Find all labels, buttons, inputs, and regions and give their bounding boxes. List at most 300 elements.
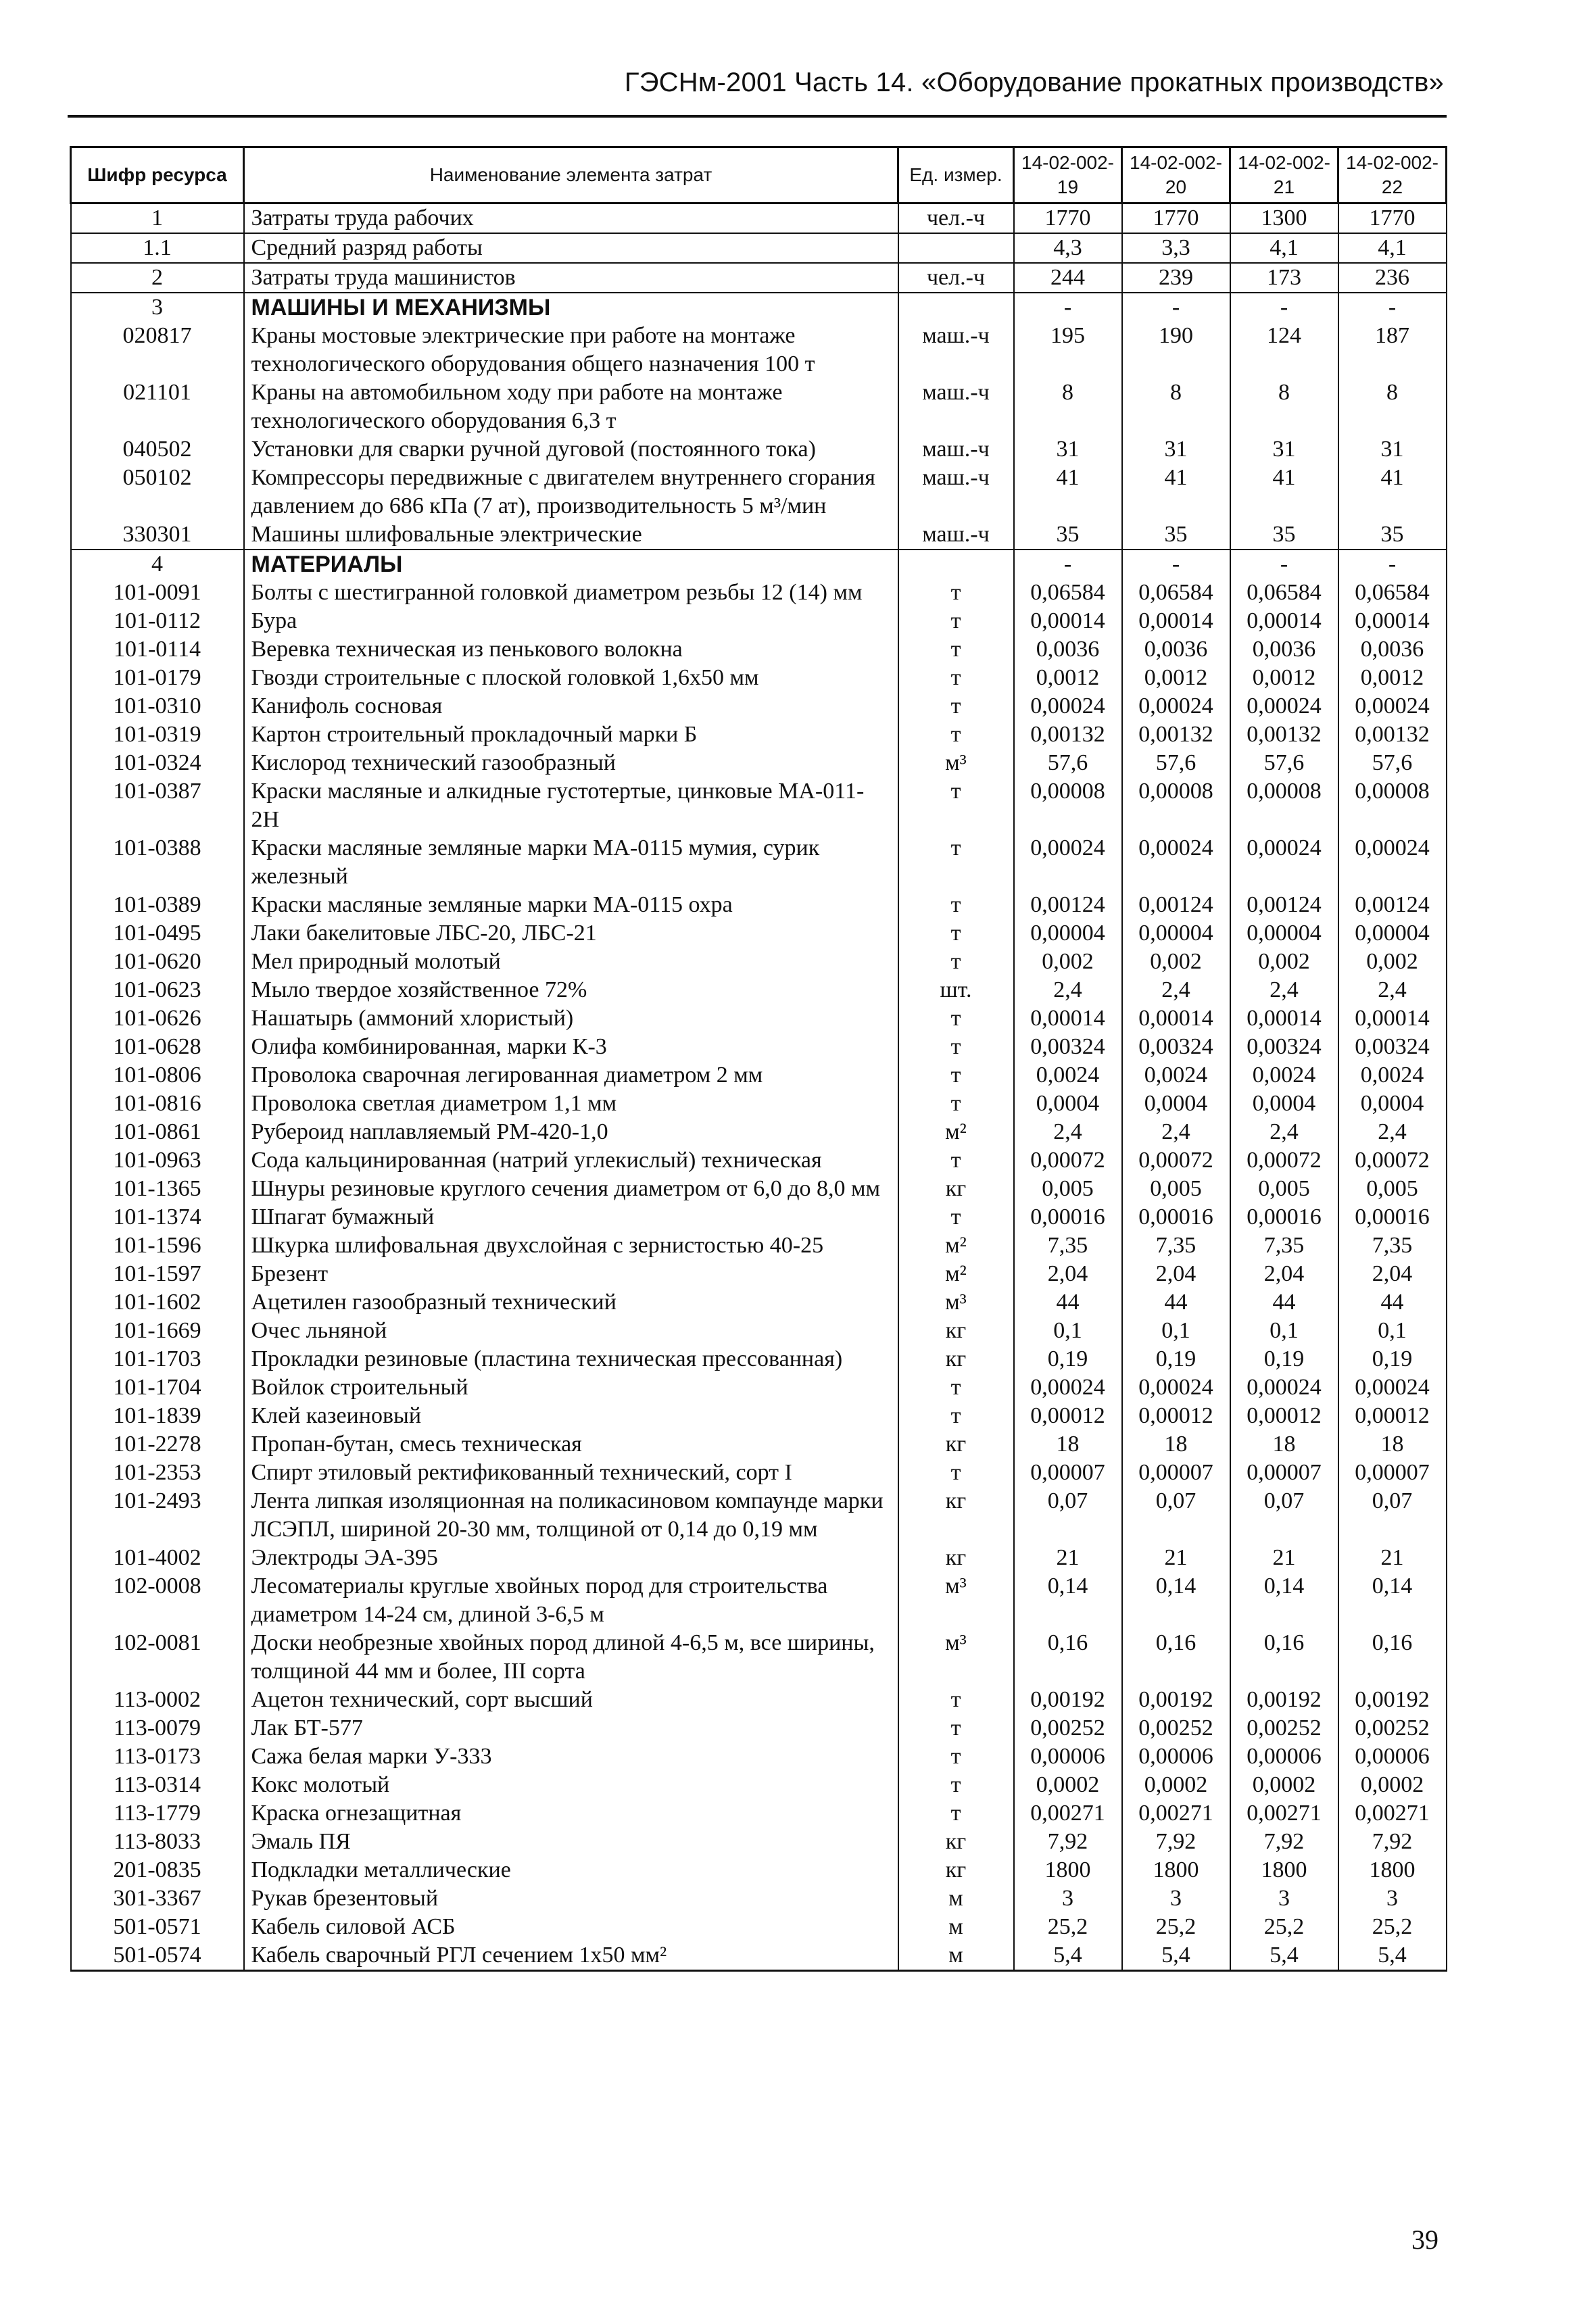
table-row [71, 664, 1447, 692]
cell-value: 0,005 [1338, 1175, 1447, 1203]
cell-code: 101-0495 [71, 919, 244, 948]
cell-code: 101-1703 [71, 1345, 244, 1373]
cell-value: 0,19 [1014, 1345, 1122, 1373]
cell-value: 5,4 [1014, 1941, 1122, 1971]
cell-value: 1770 [1338, 203, 1447, 234]
table-row [71, 1629, 1447, 1686]
cell-name: Средний разряд работы [244, 233, 898, 263]
cell-unit: м [898, 1941, 1014, 1971]
cell-unit: кг [898, 1487, 1014, 1544]
cell-name: Бура [244, 607, 898, 635]
cell-unit: м² [898, 1232, 1014, 1260]
table-row [71, 435, 1447, 464]
cell-value: 0,0036 [1230, 635, 1338, 664]
cell-value: 0,0004 [1338, 1090, 1447, 1118]
cell-value: 0,1 [1122, 1317, 1230, 1345]
cell-value: 0,00024 [1230, 692, 1338, 721]
cell-value: 25,2 [1122, 1913, 1230, 1941]
cell-value: 0,00072 [1122, 1146, 1230, 1175]
cell-value: 0,00014 [1122, 1004, 1230, 1033]
cell-value: 18 [1338, 1430, 1447, 1459]
cell-code: 102-0081 [71, 1629, 244, 1686]
cell-value: 0,00007 [1014, 1459, 1122, 1487]
table-row [71, 1686, 1447, 1714]
cell-unit: м² [898, 1118, 1014, 1146]
cell-code: 501-0571 [71, 1913, 244, 1941]
cell-unit: м² [898, 1260, 1014, 1288]
cell-value: 0,00024 [1122, 1373, 1230, 1402]
cell-unit: т [898, 1090, 1014, 1118]
cell-value: 0,00008 [1014, 777, 1122, 834]
cell-name: Краска огнезащитная [244, 1799, 898, 1828]
cell-value: 0,00252 [1122, 1714, 1230, 1743]
cell-value: 0,00014 [1014, 607, 1122, 635]
cell-value: 3 [1122, 1884, 1230, 1913]
cell-unit: т [898, 1459, 1014, 1487]
cell-unit: т [898, 1033, 1014, 1061]
cell-value: 18 [1014, 1430, 1122, 1459]
cell-value: 21 [1230, 1544, 1338, 1572]
cell-value: 1800 [1230, 1856, 1338, 1884]
cell-name: Картон строительный прокладочный марки Б [244, 721, 898, 749]
table-row [71, 1828, 1447, 1856]
cell-code: 301-3367 [71, 1884, 244, 1913]
cell-value: 0,1 [1338, 1317, 1447, 1345]
cell-value: 41 [1230, 464, 1338, 520]
cell-unit: т [898, 1402, 1014, 1430]
cell-name: Спирт этиловый ректификованный технический, сорт I [244, 1459, 898, 1487]
cell-value: 0,16 [1014, 1629, 1122, 1686]
table-row [71, 1203, 1447, 1232]
cell-value: 0,0024 [1338, 1061, 1447, 1090]
table-section-row [71, 293, 1447, 322]
cell-name: Затраты труда рабочих [244, 203, 898, 234]
cell-name: Клей казеиновый [244, 1402, 898, 1430]
cell-unit: т [898, 1686, 1014, 1714]
cell-code: 113-0002 [71, 1686, 244, 1714]
page-number: 39 [1411, 2224, 1438, 2255]
cell-value: 31 [1014, 435, 1122, 464]
table-row [71, 1572, 1447, 1629]
cell-value: 0,002 [1338, 948, 1447, 976]
cell-name: Шпагат бумажный [244, 1203, 898, 1232]
cell-name: Краны на автомобильном ходу при работе на монтаже технологического оборудования 6,3 т [244, 379, 898, 435]
table-row [71, 749, 1447, 777]
cell-name: Канифоль сосновая [244, 692, 898, 721]
cell-name: Гвозди строительные с плоской головкой 1,6х50 мм [244, 664, 898, 692]
cell-value: 21 [1014, 1544, 1122, 1572]
cell-value: 2,4 [1014, 1118, 1122, 1146]
table-row [71, 834, 1447, 891]
cell-value: 7,35 [1122, 1232, 1230, 1260]
table-row [71, 1033, 1447, 1061]
table-row [71, 635, 1447, 664]
cell-value: - [1122, 550, 1230, 579]
cell-value: 57,6 [1338, 749, 1447, 777]
cell-value: 0,00008 [1338, 777, 1447, 834]
cell-name: Шнуры резиновые круглого сечения диаметром от 6,0 до 8,0 мм [244, 1175, 898, 1203]
cell-code: 101-0319 [71, 721, 244, 749]
cell-value: 0,00007 [1338, 1459, 1447, 1487]
page-header: ГЭСНм-2001 Часть 14. «Оборудование прокатных производств» [624, 68, 1444, 97]
cell-value: 7,92 [1230, 1828, 1338, 1856]
cell-value: 0,0012 [1014, 664, 1122, 692]
cell-unit: т [898, 1714, 1014, 1743]
cell-value: 0,00016 [1338, 1203, 1447, 1232]
cell-unit: т [898, 635, 1014, 664]
cell-name: Очес льняной [244, 1317, 898, 1345]
cell-value: 0,00132 [1122, 721, 1230, 749]
cell-value: 0,0002 [1014, 1771, 1122, 1799]
cell-value: 0,00016 [1230, 1203, 1338, 1232]
cell-value: 0,07 [1230, 1487, 1338, 1544]
cell-unit: т [898, 834, 1014, 891]
cell-code: 2 [71, 263, 244, 293]
header-rule [68, 115, 1447, 118]
cell-unit: т [898, 1771, 1014, 1799]
cell-value: 187 [1338, 322, 1447, 379]
cell-name: Компрессоры передвижные с двигателем внутреннего сгорания давлением до 686 кПа (7 ат), производительность 5 м³/мин [244, 464, 898, 520]
cell-code: 201-0835 [71, 1856, 244, 1884]
cell-value: 0,00024 [1338, 1373, 1447, 1402]
table-row [71, 1544, 1447, 1572]
cell-value: 0,06584 [1230, 579, 1338, 607]
cell-value: 0,00132 [1230, 721, 1338, 749]
cell-value: 5,4 [1338, 1941, 1447, 1971]
cell-unit: т [898, 607, 1014, 635]
cell-value: 0,0004 [1014, 1090, 1122, 1118]
cell-value: - [1338, 550, 1447, 579]
cell-value: 0,00006 [1338, 1743, 1447, 1771]
cell-unit: кг [898, 1430, 1014, 1459]
cell-name: Краски масляные земляные марки МА-0115 мумия, сурик железный [244, 834, 898, 891]
cell-value: 0,00124 [1014, 891, 1122, 919]
cell-name: МАШИНЫ И МЕХАНИЗМЫ [244, 293, 898, 322]
cell-value: 0,07 [1122, 1487, 1230, 1544]
cell-value: 3,3 [1122, 233, 1230, 263]
cell-value: 0,0012 [1122, 664, 1230, 692]
cell-value: 41 [1014, 464, 1122, 520]
cell-value: 2,4 [1122, 976, 1230, 1004]
cell-code: 101-0620 [71, 948, 244, 976]
cell-value: 4,3 [1014, 233, 1122, 263]
cell-value: 0,00072 [1014, 1146, 1122, 1175]
cell-code: 101-0387 [71, 777, 244, 834]
cell-unit: т [898, 1004, 1014, 1033]
cell-code: 101-0091 [71, 579, 244, 607]
table-row [71, 1771, 1447, 1799]
cell-code: 113-0173 [71, 1743, 244, 1771]
cell-value: 18 [1122, 1430, 1230, 1459]
cell-value: 0,00252 [1014, 1714, 1122, 1743]
cell-value: 0,16 [1122, 1629, 1230, 1686]
cell-code: 101-1704 [71, 1373, 244, 1402]
cell-value: 0,06584 [1122, 579, 1230, 607]
cell-value: 0,0036 [1122, 635, 1230, 664]
column-header-norm-1: 14-02-002-19 [1014, 147, 1122, 203]
column-header-norm-3: 14-02-002-21 [1230, 147, 1338, 203]
cell-value: 0,00271 [1338, 1799, 1447, 1828]
cell-value: 0,0024 [1122, 1061, 1230, 1090]
cell-unit: т [898, 948, 1014, 976]
cell-name: Лаки бакелитовые ЛБС-20, ЛБС-21 [244, 919, 898, 948]
cell-name: Сода кальцинированная (натрий углекислый) техническая [244, 1146, 898, 1175]
cell-value: 44 [1122, 1288, 1230, 1317]
table-row [71, 520, 1447, 550]
cell-value: 0,00008 [1122, 777, 1230, 834]
cell-code: 101-0324 [71, 749, 244, 777]
cell-value: 0,00024 [1014, 692, 1122, 721]
cell-value: 3 [1230, 1884, 1338, 1913]
column-header-norm-4: 14-02-002-22 [1338, 147, 1447, 203]
cell-code: 330301 [71, 520, 244, 550]
cell-value: - [1014, 550, 1122, 579]
cell-code: 101-1596 [71, 1232, 244, 1260]
cell-value: 0,00024 [1338, 834, 1447, 891]
cell-value: 57,6 [1122, 749, 1230, 777]
cell-value: 0,16 [1338, 1629, 1447, 1686]
cell-code: 020817 [71, 322, 244, 379]
cell-name: Брезент [244, 1260, 898, 1288]
cell-value: 0,00014 [1230, 607, 1338, 635]
table-row [71, 203, 1447, 234]
column-header-unit: Ед. измер. [898, 147, 1014, 203]
cell-name: Установки для сварки ручной дуговой (постоянного тока) [244, 435, 898, 464]
cell-name: Веревка техническая из пенькового волокна [244, 635, 898, 664]
cell-value: 57,6 [1014, 749, 1122, 777]
cell-value: 0,1 [1230, 1317, 1338, 1345]
cell-value: 4,1 [1338, 233, 1447, 263]
cell-value: 5,4 [1230, 1941, 1338, 1971]
cell-unit: т [898, 891, 1014, 919]
cell-value: 0,00012 [1122, 1402, 1230, 1430]
cell-value: 35 [1122, 520, 1230, 550]
cell-code: 101-2353 [71, 1459, 244, 1487]
table-row [71, 1146, 1447, 1175]
table-row [71, 1430, 1447, 1459]
cell-name: Нашатырь (аммоний хлористый) [244, 1004, 898, 1033]
cell-value: 0,00024 [1122, 834, 1230, 891]
cell-code: 101-1839 [71, 1402, 244, 1430]
cell-value: 0,07 [1338, 1487, 1447, 1544]
cell-value: 0,00004 [1338, 919, 1447, 948]
table-row [71, 1232, 1447, 1260]
cell-code: 113-1779 [71, 1799, 244, 1828]
table-row [71, 1714, 1447, 1743]
cell-value: 1770 [1122, 203, 1230, 234]
table-row [71, 1118, 1447, 1146]
cell-value: 4,1 [1230, 233, 1338, 263]
cell-value: 44 [1230, 1288, 1338, 1317]
cell-value: 0,00012 [1338, 1402, 1447, 1430]
cell-value: 21 [1122, 1544, 1230, 1572]
table-row [71, 1345, 1447, 1373]
cell-value: 0,07 [1014, 1487, 1122, 1544]
cell-value: 0,0002 [1122, 1771, 1230, 1799]
table-row [71, 379, 1447, 435]
cell-code: 101-0389 [71, 891, 244, 919]
cell-value: 0,00024 [1230, 1373, 1338, 1402]
table-row [71, 579, 1447, 607]
cell-unit: маш.-ч [898, 435, 1014, 464]
cell-code: 101-0388 [71, 834, 244, 891]
cell-name: Кабель сварочный РГЛ сечением 1х50 мм² [244, 1941, 898, 1971]
cell-name: Проволока сварочная легированная диаметром 2 мм [244, 1061, 898, 1090]
table-row [71, 1459, 1447, 1487]
cell-name: Кислород технический газообразный [244, 749, 898, 777]
cell-code: 101-0179 [71, 664, 244, 692]
cell-value: 2,4 [1338, 1118, 1447, 1146]
cell-unit: кг [898, 1544, 1014, 1572]
cell-value: 35 [1014, 520, 1122, 550]
cell-value: 0,00124 [1338, 891, 1447, 919]
cell-code: 101-0112 [71, 607, 244, 635]
cell-value: 2,4 [1230, 976, 1338, 1004]
table-section-row [71, 550, 1447, 579]
cell-unit [898, 293, 1014, 322]
cell-value: 0,00004 [1014, 919, 1122, 948]
cell-value: 195 [1014, 322, 1122, 379]
table-row [71, 1175, 1447, 1203]
cell-value: 0,00192 [1230, 1686, 1338, 1714]
cell-unit: кг [898, 1345, 1014, 1373]
cell-value: 0,19 [1230, 1345, 1338, 1373]
cell-value: 0,0012 [1230, 664, 1338, 692]
cell-name: Эмаль ПЯ [244, 1828, 898, 1856]
cell-value: 2,4 [1338, 976, 1447, 1004]
cell-value: 0,002 [1014, 948, 1122, 976]
cell-unit: маш.-ч [898, 379, 1014, 435]
cell-value: 0,00014 [1338, 1004, 1447, 1033]
cell-value: 0,00014 [1338, 607, 1447, 635]
cell-value: 0,0024 [1014, 1061, 1122, 1090]
cell-code: 101-0806 [71, 1061, 244, 1090]
cell-value: 1770 [1014, 203, 1122, 234]
table-row [71, 721, 1447, 749]
cell-name: Пропан-бутан, смесь техническая [244, 1430, 898, 1459]
table-row [71, 1402, 1447, 1430]
table-row [71, 263, 1447, 293]
cell-value: - [1014, 293, 1122, 322]
cell-unit: кг [898, 1175, 1014, 1203]
cell-value: - [1230, 293, 1338, 322]
cell-value: 124 [1230, 322, 1338, 379]
cell-value: 2,4 [1014, 976, 1122, 1004]
cell-value: 8 [1230, 379, 1338, 435]
cell-code: 040502 [71, 435, 244, 464]
cell-code: 101-1602 [71, 1288, 244, 1317]
cell-unit: шт. [898, 976, 1014, 1004]
cell-unit: т [898, 1203, 1014, 1232]
cell-value: 25,2 [1230, 1913, 1338, 1941]
cell-unit: маш.-ч [898, 322, 1014, 379]
cell-value: 0,0002 [1230, 1771, 1338, 1799]
cell-value: 0,14 [1014, 1572, 1122, 1629]
cell-value: 2,4 [1122, 1118, 1230, 1146]
cell-name: Краски масляные и алкидные густотертые, цинковые МА-011-2Н [244, 777, 898, 834]
cell-value: 0,00124 [1122, 891, 1230, 919]
cell-value: 8 [1122, 379, 1230, 435]
cell-code: 101-0626 [71, 1004, 244, 1033]
cell-name: Мыло твердое хозяйственное 72% [244, 976, 898, 1004]
cell-value: 1800 [1014, 1856, 1122, 1884]
cell-value: 0,0002 [1338, 1771, 1447, 1799]
cell-unit [898, 233, 1014, 263]
cell-code: 101-2278 [71, 1430, 244, 1459]
cell-name: Машины шлифовальные электрические [244, 520, 898, 550]
cell-value: 35 [1338, 520, 1447, 550]
cell-unit: кг [898, 1317, 1014, 1345]
cell-code: 3 [71, 293, 244, 322]
cell-value: 44 [1014, 1288, 1122, 1317]
cell-value: 0,002 [1122, 948, 1230, 976]
cell-code: 501-0574 [71, 1941, 244, 1971]
cell-unit: кг [898, 1828, 1014, 1856]
cell-unit: т [898, 919, 1014, 948]
cell-value: 5,4 [1122, 1941, 1230, 1971]
cell-value: 0,00004 [1122, 919, 1230, 948]
column-header-code: Шифр ресурса [71, 147, 244, 203]
cell-value: 0,0012 [1338, 664, 1447, 692]
cell-value: 244 [1014, 263, 1122, 293]
cell-code: 102-0008 [71, 1572, 244, 1629]
table-row [71, 1260, 1447, 1288]
table-header-row [71, 147, 1447, 203]
cell-value: 0,00324 [1122, 1033, 1230, 1061]
cell-code: 113-0079 [71, 1714, 244, 1743]
cell-value: 0,00252 [1230, 1714, 1338, 1743]
cell-value: 0,00014 [1122, 607, 1230, 635]
cell-value: 3 [1338, 1884, 1447, 1913]
cell-code: 050102 [71, 464, 244, 520]
cell-value: 0,00024 [1014, 1373, 1122, 1402]
cell-name: Краны мостовые электрические при работе на монтаже технологического оборудования общего назначения 100 т [244, 322, 898, 379]
cell-unit: кг [898, 1856, 1014, 1884]
cell-unit [898, 550, 1014, 579]
cell-value: 57,6 [1230, 749, 1338, 777]
table-row [71, 1913, 1447, 1941]
table-row [71, 919, 1447, 948]
cell-code: 101-1597 [71, 1260, 244, 1288]
cell-code: 101-0963 [71, 1146, 244, 1175]
cell-unit: м³ [898, 1629, 1014, 1686]
cell-value: 0,0004 [1122, 1090, 1230, 1118]
table-row [71, 777, 1447, 834]
cell-unit: т [898, 664, 1014, 692]
cell-value: 2,04 [1014, 1260, 1122, 1288]
cell-name: Войлок строительный [244, 1373, 898, 1402]
table-row [71, 1373, 1447, 1402]
cell-value: 0,14 [1230, 1572, 1338, 1629]
cell-value: 0,06584 [1014, 579, 1122, 607]
cell-value: 0,06584 [1338, 579, 1447, 607]
cell-value: 7,35 [1338, 1232, 1447, 1260]
cell-value: 2,04 [1122, 1260, 1230, 1288]
table-body [71, 203, 1447, 1971]
cell-value: 239 [1122, 263, 1230, 293]
cell-code: 101-4002 [71, 1544, 244, 1572]
cell-code: 101-0861 [71, 1118, 244, 1146]
cell-value: 3 [1014, 1884, 1122, 1913]
cell-value: 0,00124 [1230, 891, 1338, 919]
cell-name: Краски масляные земляные марки МА-0115 охра [244, 891, 898, 919]
cell-value: 7,35 [1230, 1232, 1338, 1260]
cell-unit: т [898, 1061, 1014, 1090]
cell-value: 0,00024 [1338, 692, 1447, 721]
cell-value: 0,00024 [1014, 834, 1122, 891]
cell-unit: маш.-ч [898, 520, 1014, 550]
cell-value: 0,0036 [1338, 635, 1447, 664]
